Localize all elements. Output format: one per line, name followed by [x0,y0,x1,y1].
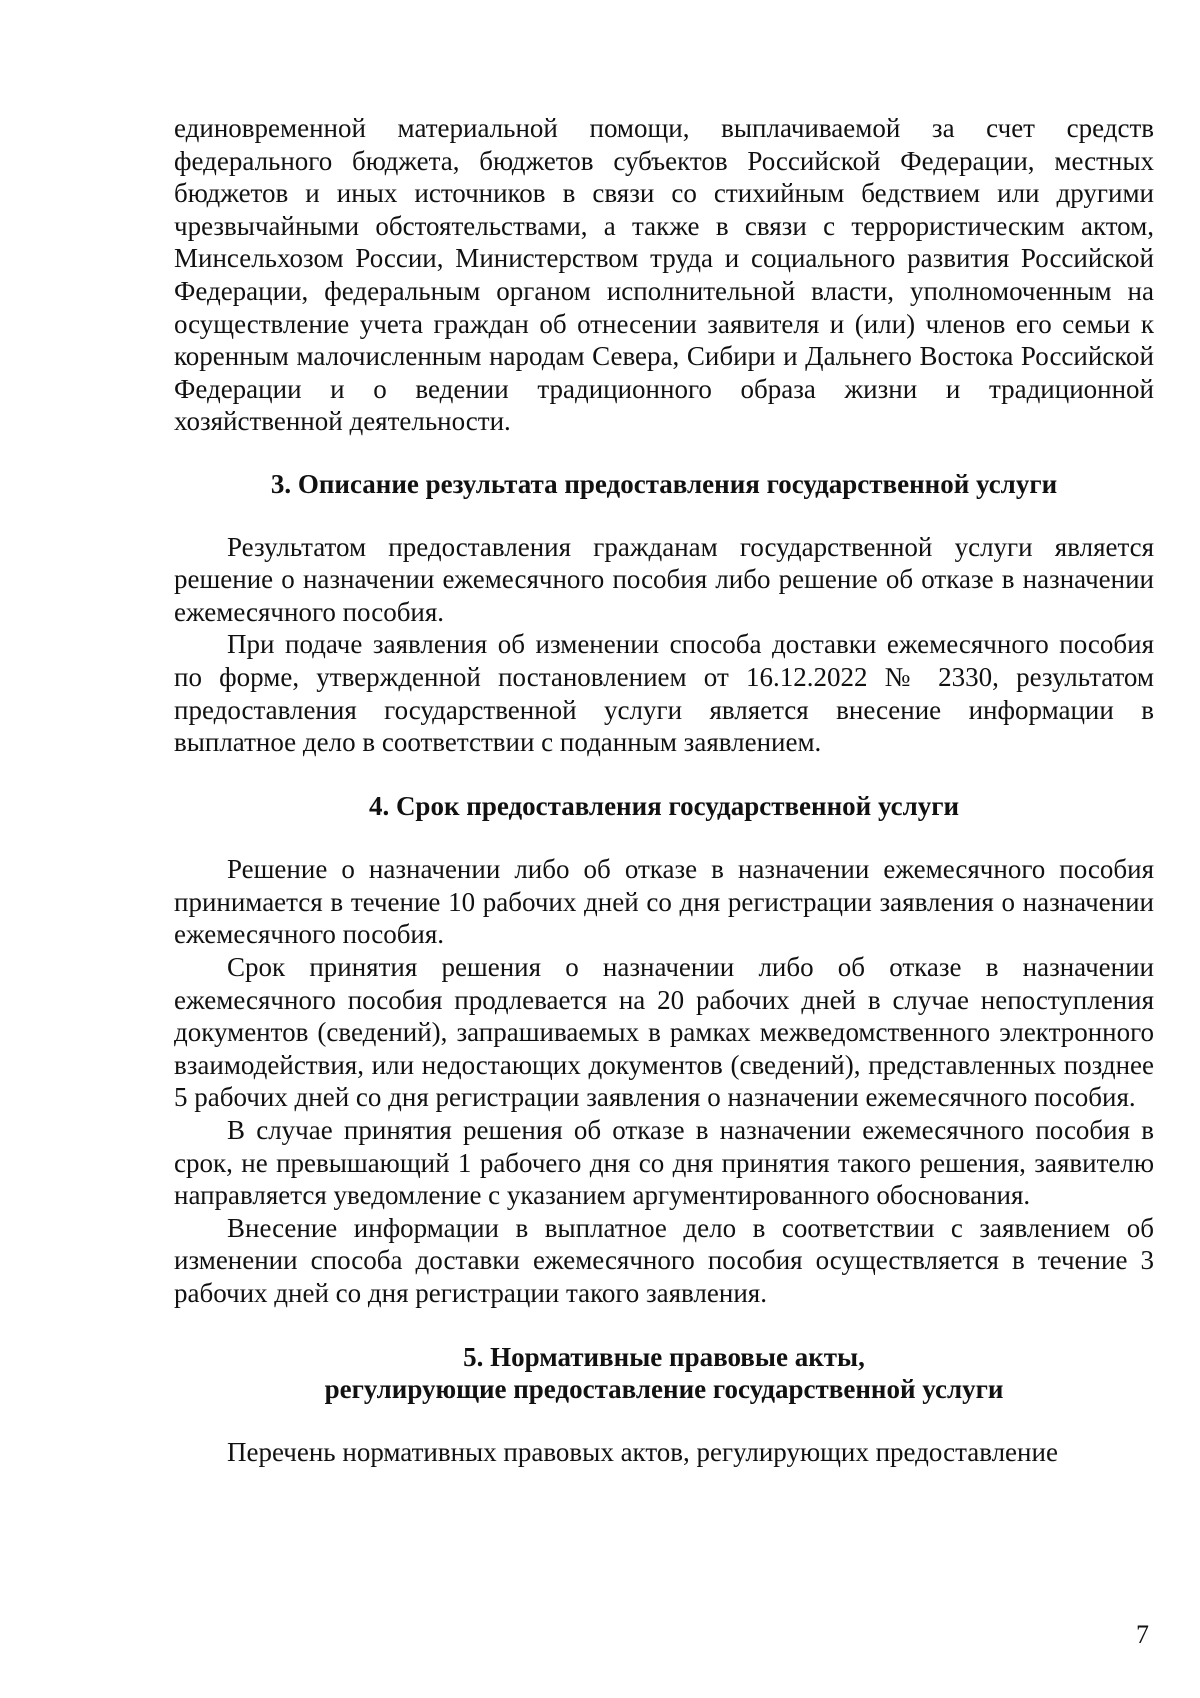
document-page [174,112,1154,1468]
section-3-heading: 3. Описание результата предоставления государственной услуги [270,468,1058,499]
section-5-heading [174,1341,1154,1406]
section-4-paragraph-3: В случае принятия решения об отказе в назначении ежемесячного пособия в срок, не превышающий 1 рабочего дня со дня принятия такого решения, заявителю направляется уведомление с указанием аргументированного обоснования. [174,1115,1154,1211]
section-4-heading: 4. Срок предоставления государственной услуги [368,790,960,821]
section-4-paragraph-4: Внесение информации в выплатное дело в соответствии с заявлением об изменении способа доставки ежемесячного пособия осуществляется в течение 3 рабочих дней со дня регистрации такого заявления. [174,1212,1154,1308]
section-3-paragraph-2: При подаче заявления об изменении способа доставки ежемесячного пособия по форме, утвержденной постановлением от 16.12.2022 № 2330, результатом предоставления государственной услуги является внесение информации в выплатное дело в соответствии с поданным заявлением. [174,629,1154,758]
section-5-heading-line-2: регулирующие предоставление государственной услуги [324,1374,1004,1405]
page-number: 7 [1136,1620,1149,1649]
section-5-heading-line-1: 5. Нормативные правовые акты, [463,1341,865,1372]
section-4-paragraph-2: Срок принятия решения о назначении либо об отказе в назначении ежемесячного пособия продлевается на 20 рабочих дней в случае непоступления документов (сведений), запрашиваемых в рамках межведомственного электронного взаимодействия, или недостающих документов (сведений), представленных позднее 5 рабочих дней со дня регистрации заявления о назначении ежемесячного пособия. [174,952,1154,1113]
section-4-paragraph-1: Решение о назначении либо об отказе в назначении ежемесячного пособия принимается в течение 10 рабочих дней со дня регистрации заявления о назначении ежемесячного пособия. [174,854,1154,950]
intro-paragraph: единовременной материальной помощи, выплачиваемой за счет средств федерального бюджета, бюджетов субъектов Российской Федерации, местных бюджетов и иных источников в связи со стихийным бедствием или другими чрезвычайными обстоятельствами, а также в связи с террористическим актом, Минсельхозом России, Министерством труда и социального развития Российской Федерации, федеральным органом исполнительной власти, уполномоченным на осуществление учета граждан об отнесении заявителя и (или) членов его семьи к коренным малочисленным народам Севера, Сибири и Дальнего Востока Российской Федерации и о ведении традиционного образа жизни и традиционной хозяйственной деятельности. [174,113,1154,437]
section-3-paragraph-1: Результатом предоставления гражданам государственной услуги является решение о назначении ежемесячного пособия либо решение об отказе в назначении ежемесячного пособия. [174,531,1154,627]
section-5-paragraph-1: Перечень нормативных правовых актов, регулирующих предоставление [227,1436,1058,1467]
